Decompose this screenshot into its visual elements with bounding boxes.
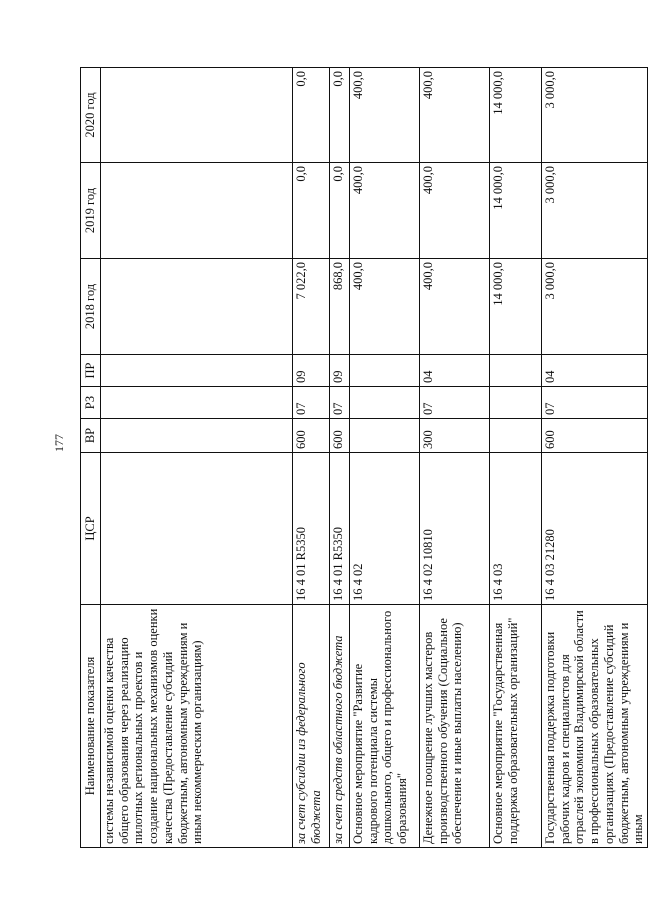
row-value-2020: 14 000,0 bbox=[489, 68, 541, 163]
row-value-2019: 3 000,0 bbox=[541, 163, 647, 259]
row-value-2020: 0,0 bbox=[292, 68, 329, 163]
table-row bbox=[541, 68, 647, 848]
table-row bbox=[292, 68, 329, 848]
row-value-2020: 400,0 bbox=[349, 68, 419, 163]
column-header-csr: ЦСР bbox=[81, 453, 101, 605]
row-rz: 07 bbox=[541, 387, 647, 419]
row-rz bbox=[349, 387, 419, 419]
row-rz: 07 bbox=[292, 387, 329, 419]
row-pr bbox=[349, 355, 419, 387]
row-pr: 04 bbox=[541, 355, 647, 387]
row-value-2018: 400,0 bbox=[419, 259, 489, 355]
row-vr bbox=[100, 419, 292, 453]
row-rz: 07 bbox=[329, 387, 349, 419]
column-header-name: Наименование показателя bbox=[81, 605, 101, 848]
row-vr: 600 bbox=[329, 419, 349, 453]
budget-table bbox=[80, 67, 648, 848]
column-header-pr: ПР bbox=[81, 355, 101, 387]
table-header-row bbox=[81, 68, 101, 848]
row-value-2019: 0,0 bbox=[292, 163, 329, 259]
rotated-page-content bbox=[80, 68, 646, 848]
row-value-2020 bbox=[100, 68, 292, 163]
row-value-2020: 0,0 bbox=[329, 68, 349, 163]
table-row bbox=[100, 68, 292, 848]
row-name: за счет средств областного бюджета bbox=[329, 605, 349, 848]
row-value-2018: 14 000,0 bbox=[489, 259, 541, 355]
column-header-rz: РЗ bbox=[81, 387, 101, 419]
table-row bbox=[349, 68, 419, 848]
table-row bbox=[489, 68, 541, 848]
row-value-2019 bbox=[100, 163, 292, 259]
row-name: Основное мероприятие "Государственная поддержка образовательных организаций" bbox=[489, 605, 541, 848]
row-value-2020: 400,0 bbox=[419, 68, 489, 163]
row-rz bbox=[100, 387, 292, 419]
row-csr: 16 4 02 10810 bbox=[419, 453, 489, 605]
row-pr: 09 bbox=[292, 355, 329, 387]
row-value-2019: 0,0 bbox=[329, 163, 349, 259]
page-number: 177 bbox=[52, 434, 66, 452]
row-pr bbox=[489, 355, 541, 387]
row-csr bbox=[100, 453, 292, 605]
column-header-2018: 2018 год bbox=[81, 259, 101, 355]
row-vr: 300 bbox=[419, 419, 489, 453]
row-vr bbox=[349, 419, 419, 453]
row-value-2019: 14 000,0 bbox=[489, 163, 541, 259]
row-csr: 16 4 03 21280 bbox=[541, 453, 647, 605]
row-name: Основное мероприятие "Развитие кадрового потенциала системы дошкольного, общего и профессионального образования" bbox=[349, 605, 419, 848]
row-value-2019: 400,0 bbox=[419, 163, 489, 259]
row-value-2018: 868,0 bbox=[329, 259, 349, 355]
row-rz: 07 bbox=[419, 387, 489, 419]
row-csr: 16 4 01 R5350 bbox=[292, 453, 329, 605]
row-value-2018: 7 022,0 bbox=[292, 259, 329, 355]
row-name: Денежное поощрение лучших мастеров производственного обучения (Социальное обеспечение и иные выплаты населению) bbox=[419, 605, 489, 848]
row-value-2018: 3 000,0 bbox=[541, 259, 647, 355]
row-name: системы независимой оценки качества общего образования через реализацию пилотных региональных проектов и создание национальных механизмов оценки качества (Предоставление субсидий бюджетным, автономным учреждениям и иным некоммерческим организациям) bbox=[100, 605, 292, 848]
row-pr: 09 bbox=[329, 355, 349, 387]
row-pr bbox=[100, 355, 292, 387]
row-rz bbox=[489, 387, 541, 419]
row-value-2019: 400,0 bbox=[349, 163, 419, 259]
row-vr bbox=[489, 419, 541, 453]
row-name: за счет субсидии из федерального бюджета bbox=[292, 605, 329, 848]
row-csr: 16 4 02 bbox=[349, 453, 419, 605]
column-header-2020: 2020 год bbox=[81, 68, 101, 163]
table-row bbox=[329, 68, 349, 848]
row-vr: 600 bbox=[292, 419, 329, 453]
column-header-2019: 2019 год bbox=[81, 163, 101, 259]
row-value-2018 bbox=[100, 259, 292, 355]
table-row bbox=[419, 68, 489, 848]
row-value-2018: 400,0 bbox=[349, 259, 419, 355]
row-name: Государственная поддержка подготовки рабочих кадров и специалистов для отраслей экономики Владимирской области в профессиональных образовательных организациях (Предоставление субсидий бюджетным, автономным учреждениям и иным bbox=[541, 605, 647, 848]
row-vr: 600 bbox=[541, 419, 647, 453]
row-pr: 04 bbox=[419, 355, 489, 387]
row-value-2020: 3 000,0 bbox=[541, 68, 647, 163]
row-csr: 16 4 01 R5350 bbox=[329, 453, 349, 605]
column-header-vr: ВР bbox=[81, 419, 101, 453]
row-csr: 16 4 03 bbox=[489, 453, 541, 605]
